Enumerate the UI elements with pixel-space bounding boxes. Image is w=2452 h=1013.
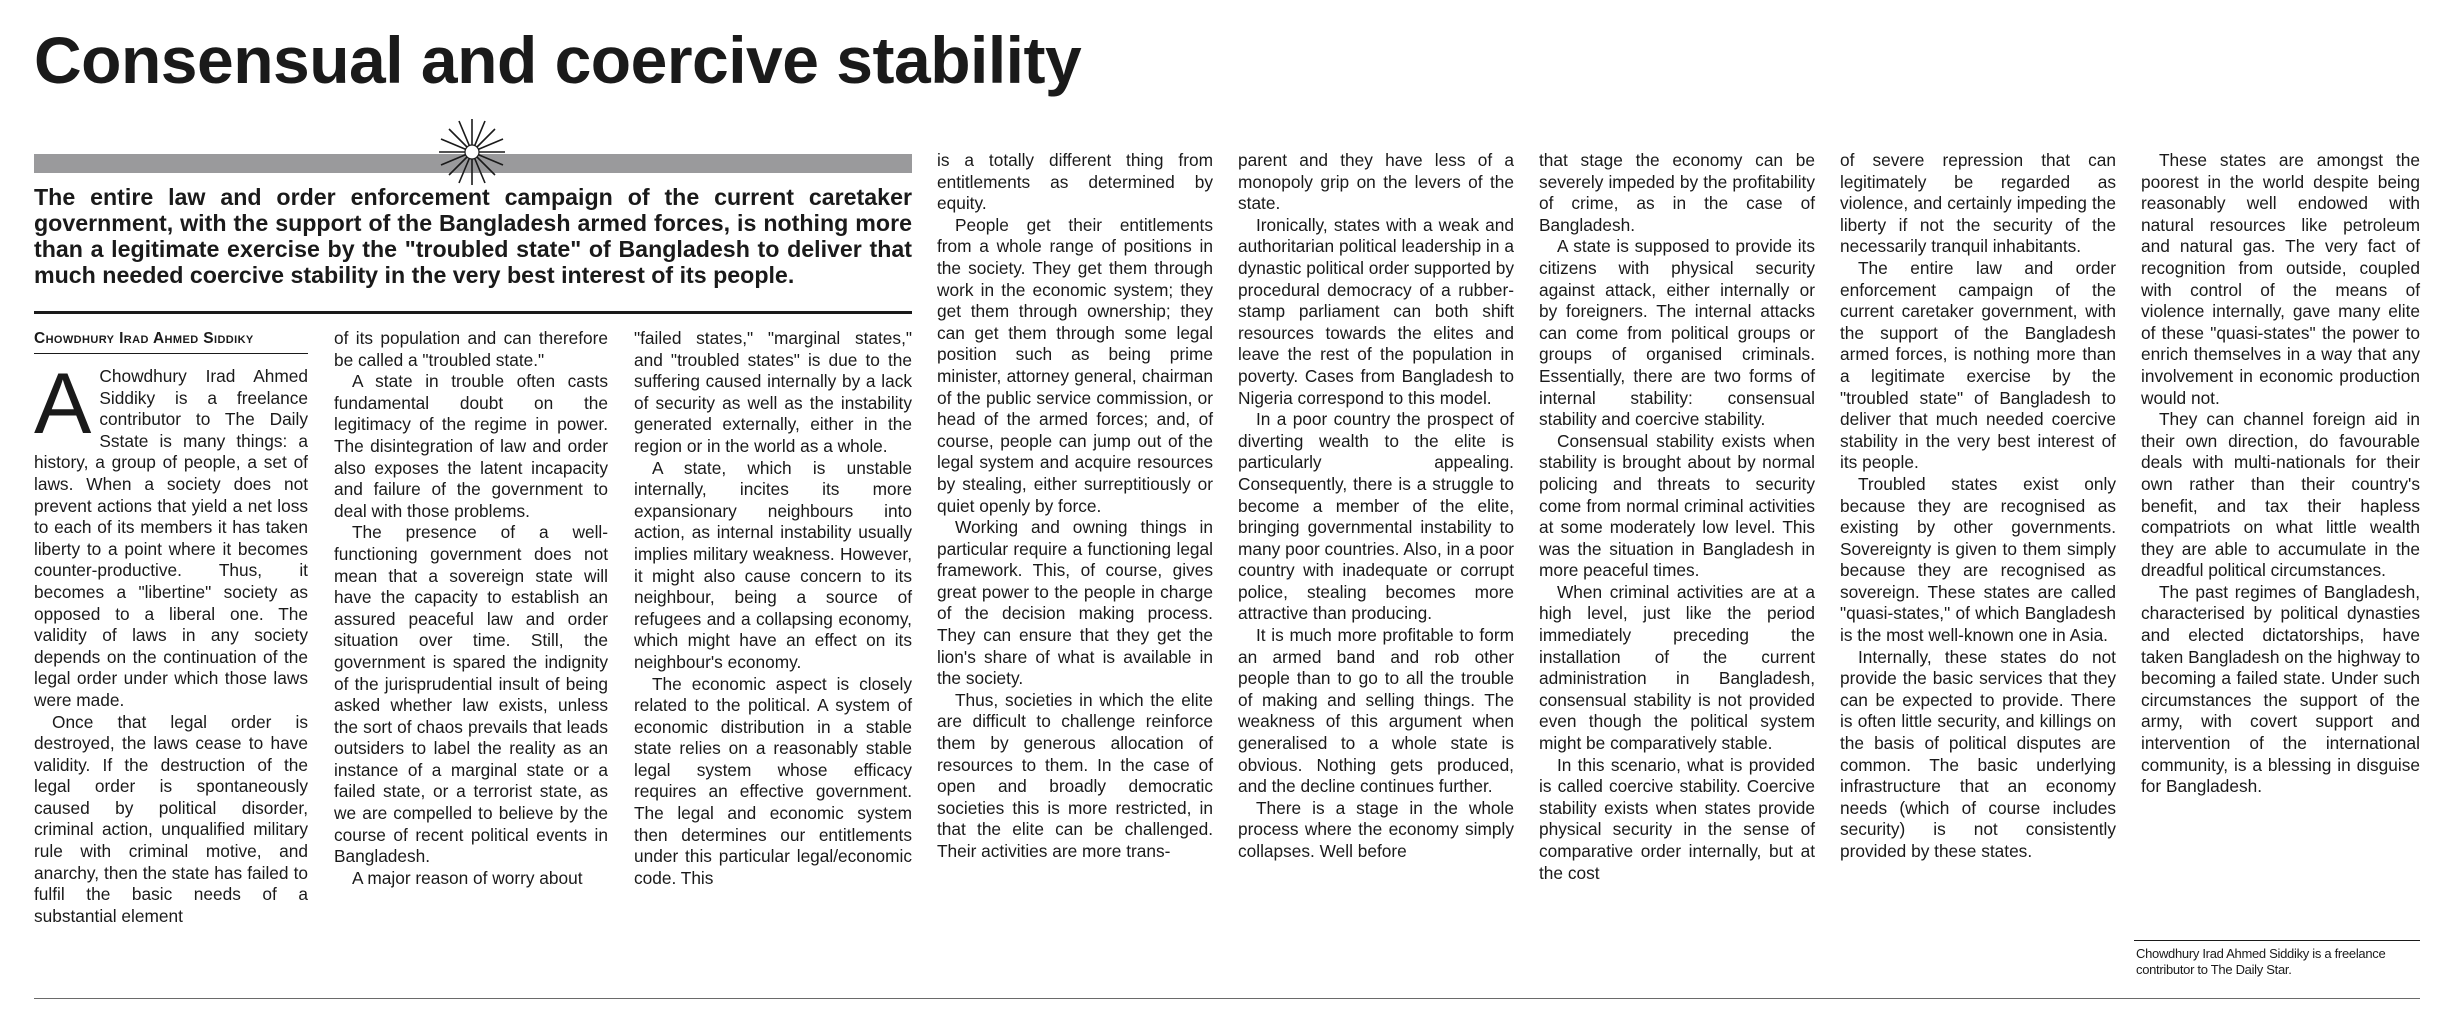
paragraph: A state, which is unstable internally, incites its more expansionary neighbours into action, as internal instability usually implies military weakness. However, it might also cause concern to its neighbour, being a source of refugees and a collapsing economy, which might have an effect on its neighbour's economy.: [634, 457, 912, 672]
paragraph: Troubled states exist only because they are recognised as existing by other governments. Sovereignty is given to them simply because they are recognised as sovereign. These states are called "quasi-states," of which Bangladesh is the most well-known one in Asia.: [1840, 473, 2116, 646]
paragraph: [34, 356, 308, 712]
paragraph: Ironically, states with a weak and authoritarian political leadership in a dynastic political order supported by procedural democracy of a rubber-stamp parliament can both shift resources towards the elites and leave the rest of the population in poverty. Cases from Bangladesh to Nigeria correspond to this model.: [1238, 214, 1514, 408]
article-column-1: [34, 356, 308, 927]
paragraph: "failed states," "marginal states," and "troubled states" is due to the suffering caused internally by a lack of security as well as the instability generated externally, either in the region or in the world as a whole.: [634, 328, 912, 456]
paragraph: Working and owning things in particular require a functioning legal framework. This, of course, gives great power to the people in charge of the decision making process. They can ensure that they get the lion's share of what is available in the society.: [937, 517, 1213, 689]
footer-rule: [34, 998, 2420, 999]
paragraph: A state is supposed to provide its citizens with physical security against attack, either internally or by foreigners. The internal attacks can come from political groups or groups of organised criminals. Essentially, there are two forms of internal stability: consensual stability and coercive stability.: [1539, 236, 1815, 430]
paragraph: The past regimes of Bangladesh, characterised by political dynasties and elected dictatorships, have taken Bangladesh on the highway to becoming a failed state. Under such circumstances the support of the army, with covert support and intervention of the international community, is a blessing in disguise for Bangladesh.: [2141, 581, 2420, 797]
article-column-5: [1238, 150, 1514, 863]
paragraph: These states are amongst the poorest in the world despite being reasonably well endowed with natural resources like petroleum and natural gas. The very fact of recognition from outside, coupled with control of the means of violence internally, gave many elite of these "quasi-states" the power to enrich themselves in a way that any involvement in economic production would not.: [2141, 150, 2420, 408]
article-column-6: [1539, 150, 1815, 884]
paragraph: A major reason of worry about: [352, 867, 583, 888]
paragraph: In a poor country the prospect of diverting wealth to the elite is particularly appealing. Consequently, there is a struggle to become a member of the elite, bringing governmental instability to many poor countries. Also, in a poor country with inadequate or corrupt police, stealing becomes more attractive than producing.: [1238, 409, 1514, 624]
article-column-8: [2141, 150, 2420, 798]
paragraph: When criminal activities are at a high level, just like the period immediately preceding the installation of the current administration in Bangladesh, consensual stability is not provided even though the political system might be comparatively stable.: [1539, 581, 1815, 754]
article-column-2: [334, 328, 608, 889]
starburst-icon: [437, 117, 507, 187]
paragraph: Thus, societies in which the elite are difficult to challenge reinforce them by generous allocation of resources to them. In the case of open and broadly democratic societies this is more restricted, in that the elite can be challenged. Their activities are more trans-: [937, 689, 1213, 861]
paragraph: that stage the economy can be severely impeded by the profitability of crime, as in the case of Bangladesh.: [1539, 150, 1815, 235]
deck-summary: The entire law and order enforcement campaign of the current caretaker government, with the support of the Bangladesh armed forces, is nothing more than a legitimate exercise by the "troubled state" of Bangladesh to deliver that much needed coercive stability in the very best interest of its people.: [34, 184, 912, 288]
drop-cap: A: [34, 356, 92, 452]
paragraph: They can channel foreign aid in their own direction, do favourable deals with multi-nationals for their own rather than their country's benefit, and tax their hapless compatriots on what little wealth they are able to accumulate in the dreadful political circumstances.: [2141, 409, 2420, 581]
paragraph: parent and they have less of a monopoly grip on the levers of the state.: [1238, 150, 1514, 214]
paragraph: of severe repression that can legitimately be regarded as violence, and certainly impeding the liberty if not the security of the necessarily tranquil inhabitants.: [1840, 150, 2116, 257]
paragraph: A state in trouble often casts fundamental doubt on the legitimacy of the regime in power. The disintegration of law and order also exposes the latent incapacity and failure of the government to deal with those problems.: [334, 371, 608, 521]
article-column-3: [634, 328, 912, 889]
paragraph: People get their entitlements from a whole range of positions in the society. They get them through work in the economic system; they get them through ownership; they can get them through some legal position such as being prime minister, attorney general, chairman of the public service commission, or head of the armed forces; and, of course, people can jump out of the legal system and acquire resources by stealing, either surreptitiously or quiet openly by force.: [937, 214, 1213, 516]
paragraph: is a totally different thing from entitlements as determined by equity.: [937, 150, 1213, 214]
article-column-7: [1840, 150, 2116, 863]
paragraph: In this scenario, what is provided is called coercive stability. Coercive stability exists when states provide physical security in the sense of comparative order internally, but at the cost: [1539, 754, 1815, 883]
paragraph: There is a stage in the whole process where the economy simply collapses. Well before: [1238, 797, 1514, 861]
paragraph: The presence of a well-functioning government does not mean that a sovereign state will have the capacity to establish an assured peaceful law and order situation over time. Still, the government is spared the indignity of the jurisprudential insult of being asked whether law exists, unless the sort of chaos prevails that leads outsiders to label the reality as an instance of a marginal state or a failed state, or a terrorist state, as we are compelled to believe by the course of recent political events in Bangladesh.: [334, 522, 608, 867]
headline: Consensual and coercive stability: [34, 23, 1082, 97]
author-note-rule: [2134, 940, 2420, 941]
paragraph: The entire law and order enforcement campaign of the current caretaker government, with the support of the Bangladesh armed forces, is nothing more than a legitimate exercise by the "troubled state" of Bangladesh to deliver that much needed coercive stability in the very best interest of its people.: [1840, 257, 2116, 473]
paragraph: Consensual stability exists when stability is brought about by normal policing and threats to security come from normal criminal activities at some moderately low level. This was the situation in Bangladesh in more peaceful times.: [1539, 430, 1815, 581]
author-note: Chowdhury Irad Ahmed Siddiky is a freelance contributor to The Daily Star.: [2136, 946, 2386, 977]
article-column-4: [937, 150, 1213, 863]
deck-rule: [34, 311, 912, 314]
paragraph: Once that legal order is destroyed, the laws cease to have validity. If the destruction of the legal order is spontaneously caused by political disorder, criminal action, unqualified military rule with criminal motive, and anarchy, then the state has failed to fulfil the basic needs of a substantial element: [34, 711, 308, 926]
paragraph: Internally, these states do not provide the basic services that they can be expected to provide. There is often little security, and killings on the basis of political disputes are common. The basic underlying infrastructure that an economy needs (which of course includes security) is not consistently provided by these states.: [1840, 646, 2116, 861]
paragraph: The economic aspect is closely related to the political. A system of economic distribution in a stable state relies on a reasonably stable legal system whose efficacy requires an effective government. The legal and economic system then determines our entitlements under this particular legal/economic code. This: [634, 673, 912, 888]
byline: Chowdhury Irad Ahmed Siddiky: [34, 330, 308, 354]
paragraph: of its population and can therefore be called a "troubled state.": [334, 328, 608, 370]
paragraph-text: Chowdhury Irad Ahmed Siddiky is a freelance contributor to The Daily Sstate is many things: a history, a group of people, a set of laws. When a society does not prevent actions that yield a net loss to each of its members it has taken liberty to a point where it becomes counter-productive. Thus, it becomes a "libertine" society as opposed to a liberal one. The validity of laws in any society depends on the continuation of the legal order under which those laws were made.: [34, 366, 308, 710]
paragraph: It is much more profitable to form an armed band and rob other people than to go to all the trouble of making and selling things. The weakness of this argument when generalised to a whole state is obvious. Nothing gets produced, and the decline continues further.: [1238, 625, 1514, 797]
